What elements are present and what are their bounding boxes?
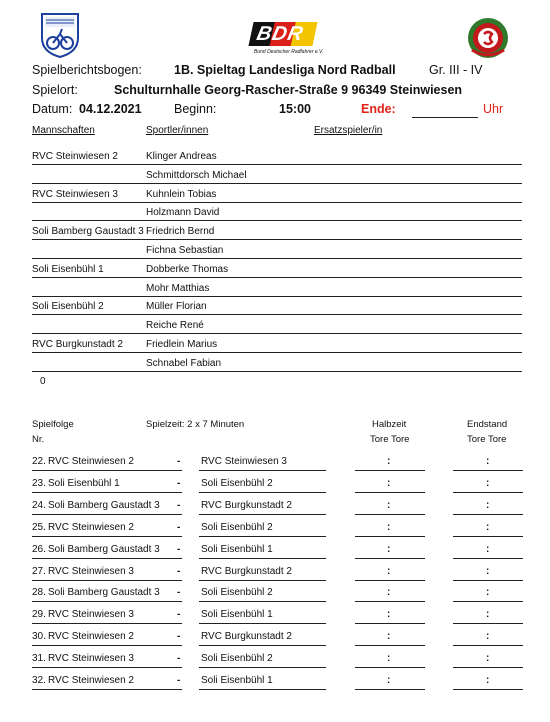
halftime-score-line bbox=[355, 623, 425, 624]
match-home-team: RVC Steinwiesen 2 bbox=[48, 521, 134, 533]
match-home-line bbox=[32, 601, 182, 602]
roster-team: RVC Steinwiesen 3 bbox=[32, 188, 118, 200]
match-away-line bbox=[199, 470, 326, 471]
roster-row-line bbox=[32, 277, 522, 278]
match-home-line bbox=[32, 536, 182, 537]
final-colon: : bbox=[486, 653, 490, 665]
match-away-team: Soli Eisenbühl 2 bbox=[201, 587, 273, 599]
roster-row-line bbox=[32, 239, 522, 240]
halftime-score-line bbox=[355, 667, 425, 668]
venue-label: Spielort: bbox=[32, 83, 78, 97]
final-score-line bbox=[453, 558, 523, 559]
start-label: Beginn: bbox=[174, 102, 217, 116]
match-home-line bbox=[32, 470, 182, 471]
roster-player: Schnabel Fabian bbox=[146, 357, 222, 369]
match-home-line bbox=[32, 667, 182, 668]
match-home-line bbox=[32, 558, 182, 559]
roster-row-line bbox=[32, 202, 522, 203]
halftime-colon: : bbox=[387, 543, 391, 555]
halftime-colon: : bbox=[387, 675, 391, 686]
halftime-colon: : bbox=[387, 565, 391, 577]
match-away-team: Soli Eisenbühl 2 bbox=[201, 477, 273, 489]
final-score-line bbox=[453, 645, 523, 646]
match-dash: - bbox=[177, 499, 181, 511]
halftime-header: Halbzeit bbox=[372, 419, 407, 430]
order-header: Spielfolge bbox=[32, 419, 74, 430]
match-home-team: RVC Steinwiesen 3 bbox=[48, 653, 134, 665]
match-number: 31. bbox=[32, 653, 46, 665]
roster-row-line bbox=[32, 183, 522, 184]
final-score-line bbox=[453, 623, 523, 624]
halftime-colon: : bbox=[387, 499, 391, 511]
roster-player: Dobberke Thomas bbox=[146, 263, 229, 275]
start-value: 15:00 bbox=[279, 102, 311, 116]
match-away-team: RVC Burgkunstadt 2 bbox=[201, 565, 292, 577]
roster-team: RVC Burgkunstadt 2 bbox=[32, 339, 123, 350]
group-label: Gr. III - IV bbox=[429, 63, 483, 77]
match-home-line bbox=[32, 580, 182, 581]
match-number: 29. bbox=[32, 609, 46, 621]
roster-player: Müller Florian bbox=[146, 301, 207, 313]
roster-row-line bbox=[32, 314, 522, 315]
halftime-subheader: Tore Tore bbox=[370, 434, 410, 445]
match-number: 22. bbox=[32, 456, 46, 467]
halftime-score-line bbox=[355, 580, 425, 581]
match-away-line bbox=[199, 558, 326, 559]
halftime-colon: : bbox=[387, 456, 391, 467]
halftime-colon: : bbox=[387, 653, 391, 665]
match-away-team: Soli Eisenbühl 2 bbox=[201, 653, 273, 665]
players-header: Sportler/innen bbox=[146, 125, 209, 136]
halftime-score-line bbox=[355, 536, 425, 537]
final-colon: : bbox=[486, 675, 490, 686]
match-away-team: Soli Eisenbühl 2 bbox=[201, 521, 273, 533]
halftime-colon: : bbox=[387, 587, 391, 599]
match-home-team: RVC Steinwiesen 3 bbox=[48, 565, 134, 577]
final-colon: : bbox=[486, 456, 490, 467]
match-home-line bbox=[32, 492, 182, 493]
bdr-logo-text: BDR bbox=[254, 23, 306, 45]
halftime-colon: : bbox=[387, 521, 391, 533]
bdr-logo bbox=[248, 22, 324, 58]
match-number: 24. bbox=[32, 499, 46, 511]
roster-row-line bbox=[32, 296, 522, 297]
end-label: Ende: bbox=[361, 102, 396, 116]
final-score-line bbox=[453, 601, 523, 602]
report-title: 1B. Spieltag Landesliga Nord Radball bbox=[174, 63, 396, 77]
match-number: 28. bbox=[32, 587, 46, 599]
match-number: 25. bbox=[32, 521, 46, 533]
playtime-header: Spielzeit: 2 x 7 Minuten bbox=[146, 419, 245, 430]
match-home-team: RVC Steinwiesen 2 bbox=[48, 456, 134, 467]
match-home-line bbox=[32, 645, 182, 646]
halftime-score-line bbox=[355, 514, 425, 515]
roster-row-line bbox=[32, 220, 522, 221]
match-dash: - bbox=[177, 609, 181, 621]
roster-row-line bbox=[32, 352, 522, 353]
end-unit: Uhr bbox=[483, 102, 504, 116]
final-colon: : bbox=[486, 631, 490, 643]
final-score-line bbox=[453, 667, 523, 668]
match-home-team: RVC Steinwiesen 3 bbox=[48, 609, 134, 621]
subs-header: Ersatzspieler/in bbox=[314, 125, 383, 136]
report-label: Spielberichtsbogen: bbox=[32, 63, 142, 77]
match-home-team: Soli Eisenbühl 1 bbox=[48, 477, 120, 489]
bdr-logo-subtitle: Bund Deutscher Radfahrer e.V. bbox=[254, 49, 324, 55]
halftime-colon: : bbox=[387, 609, 391, 621]
match-away-line bbox=[199, 514, 326, 515]
zero-value: 0 bbox=[40, 376, 46, 387]
final-colon: : bbox=[486, 543, 490, 555]
match-dash: - bbox=[177, 653, 181, 665]
match-home-line bbox=[32, 689, 182, 690]
halftime-colon: : bbox=[387, 631, 391, 643]
roster-row-line bbox=[32, 333, 522, 334]
match-home-team: RVC Steinwiesen 2 bbox=[48, 631, 134, 643]
roster-player: Friedlein Marius bbox=[146, 339, 218, 350]
final-colon: : bbox=[486, 587, 490, 599]
emblem-right bbox=[466, 16, 510, 60]
match-away-line bbox=[199, 580, 326, 581]
match-away-line bbox=[199, 667, 326, 668]
roster-row-line bbox=[32, 371, 522, 372]
halftime-score-line bbox=[355, 645, 425, 646]
roster-player: Reiche René bbox=[146, 320, 204, 332]
match-away-team: RVC Burgkunstadt 2 bbox=[201, 631, 292, 643]
teams-header: Mannschaften bbox=[32, 125, 95, 136]
match-dash: - bbox=[177, 543, 181, 555]
halftime-colon: : bbox=[387, 477, 391, 489]
final-colon: : bbox=[486, 521, 490, 533]
roster-player: Mohr Matthias bbox=[146, 282, 210, 294]
match-away-line bbox=[199, 689, 326, 690]
roster-team: Soli Eisenbühl 2 bbox=[32, 301, 104, 313]
halftime-score-line bbox=[355, 470, 425, 471]
match-dash: - bbox=[177, 675, 181, 686]
match-away-line bbox=[199, 623, 326, 624]
roster-player: Kuhnlein Tobias bbox=[146, 188, 217, 200]
match-home-team: RVC Steinwiesen 2 bbox=[48, 675, 134, 686]
halftime-score-line bbox=[355, 601, 425, 602]
roster-row-line bbox=[32, 258, 522, 259]
final-subheader: Tore Tore bbox=[467, 434, 507, 445]
match-dash: - bbox=[177, 456, 181, 467]
match-dash: - bbox=[177, 565, 181, 577]
final-colon: : bbox=[486, 565, 490, 577]
number-header: Nr. bbox=[32, 434, 45, 445]
match-away-team: Soli Eisenbühl 1 bbox=[201, 609, 273, 621]
roster-player: Holzmann David bbox=[146, 207, 220, 219]
match-home-line bbox=[32, 623, 182, 624]
match-dash: - bbox=[177, 477, 181, 489]
final-score-line bbox=[453, 689, 523, 690]
roster-player: Klinger Andreas bbox=[146, 151, 217, 162]
match-dash: - bbox=[177, 521, 181, 533]
final-score-line bbox=[453, 580, 523, 581]
match-dash: - bbox=[177, 587, 181, 599]
match-away-team: Soli Eisenbühl 1 bbox=[201, 543, 273, 555]
roster-player: Schmittdorsch Michael bbox=[146, 169, 247, 181]
match-away-line bbox=[199, 492, 326, 493]
match-home-team: Soli Bamberg Gaustadt 3 bbox=[48, 543, 160, 555]
club-logo-left bbox=[40, 12, 80, 58]
match-away-line bbox=[199, 645, 326, 646]
final-score-line bbox=[453, 470, 523, 471]
match-away-team: RVC Steinwiesen 3 bbox=[201, 456, 287, 467]
match-home-team: Soli Bamberg Gaustadt 3 bbox=[48, 587, 160, 599]
roster-row-line bbox=[32, 164, 522, 165]
end-time-line bbox=[412, 117, 478, 118]
match-away-line bbox=[199, 601, 326, 602]
halftime-score-line bbox=[355, 558, 425, 559]
final-colon: : bbox=[486, 477, 490, 489]
match-dash: - bbox=[177, 631, 181, 643]
roster-player: Fichna Sebastian bbox=[146, 245, 224, 256]
match-number: 23. bbox=[32, 477, 46, 489]
roster-team: Soli Eisenbühl 1 bbox=[32, 263, 104, 275]
halftime-score-line bbox=[355, 492, 425, 493]
match-home-team: Soli Bamberg Gaustadt 3 bbox=[48, 499, 160, 511]
final-score-line bbox=[453, 492, 523, 493]
final-score-line bbox=[453, 514, 523, 515]
halftime-score-line bbox=[355, 689, 425, 690]
final-header: Endstand bbox=[467, 419, 508, 430]
roster-team: Soli Bamberg Gaustadt 3 bbox=[32, 226, 144, 238]
match-away-team: Soli Eisenbühl 1 bbox=[201, 675, 273, 686]
match-number: 26. bbox=[32, 543, 46, 555]
date-label: Datum: bbox=[32, 102, 73, 116]
roster-team: RVC Steinwiesen 2 bbox=[32, 151, 118, 162]
match-away-team: RVC Burgkunstadt 2 bbox=[201, 499, 292, 511]
venue-value: Schulturnhalle Georg-Rascher-Straße 9 96349 Steinwiesen bbox=[114, 83, 463, 97]
match-number: 30. bbox=[32, 631, 46, 643]
match-number: 32. bbox=[32, 675, 46, 686]
final-score-line bbox=[453, 536, 523, 537]
match-number: 27. bbox=[32, 565, 46, 577]
match-away-line bbox=[199, 536, 326, 537]
roster-player: Friedrich Bernd bbox=[146, 226, 215, 238]
final-colon: : bbox=[486, 499, 490, 511]
date-value: 04.12.2021 bbox=[79, 102, 142, 116]
final-colon: : bbox=[486, 609, 490, 621]
match-home-line bbox=[32, 514, 182, 515]
